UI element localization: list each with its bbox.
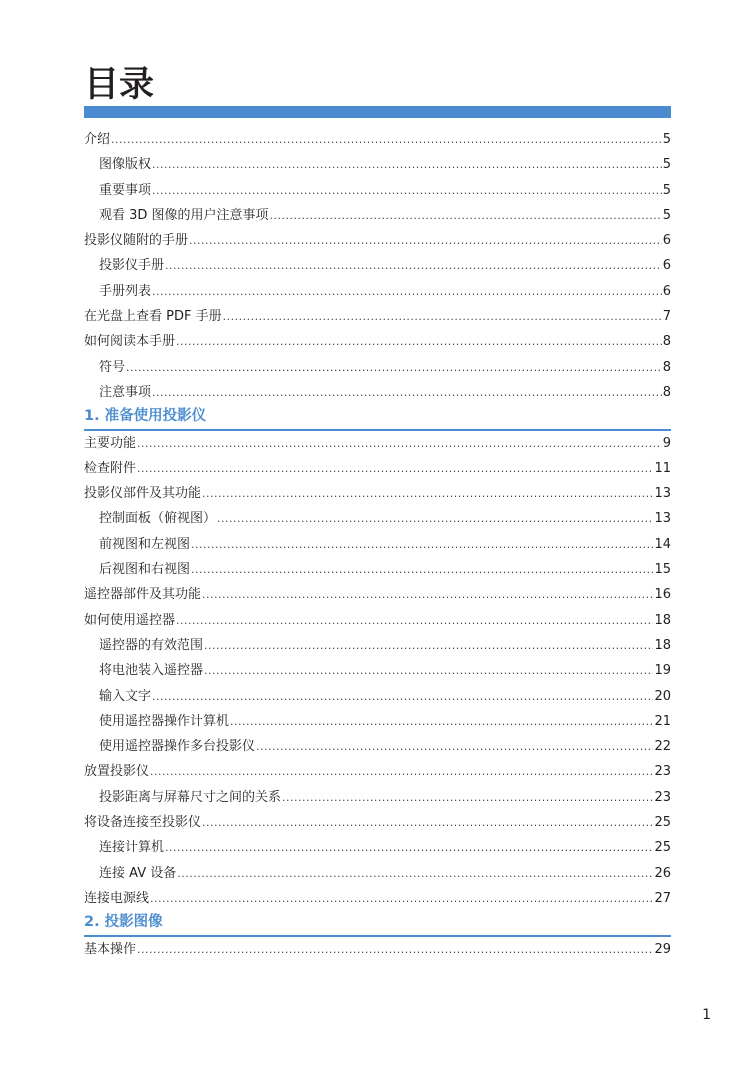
toc-subentry[interactable] [84,380,671,405]
toc-entry-label: 控制面板（俯视图） [99,511,217,527]
dot-leader [152,380,662,405]
toc-entry-page: 11 [654,460,671,476]
toc-entry-label: 重要事项 [99,182,152,198]
dot-leader [111,127,662,152]
toc-entry[interactable] [84,127,671,152]
toc-entry[interactable] [84,759,671,784]
dot-leader [202,481,653,506]
toc-subentry[interactable] [84,279,671,304]
toc-entry-label: 如何阅读本手册 [84,334,176,350]
dot-leader [191,532,653,557]
toc-entry-page: 5 [662,157,671,173]
chapter-heading[interactable]: 1. 准备使用投影仪 [84,405,671,430]
dot-leader [137,431,662,456]
toc-entry-page: 13 [654,486,671,502]
dot-leader [204,658,653,683]
toc-entry-label: 检查附件 [84,460,137,476]
toc-entry-page: 18 [654,637,671,653]
toc-entry[interactable] [84,431,671,456]
toc-entry-page: 16 [654,587,671,603]
dot-leader [137,937,653,962]
dot-leader [191,557,653,582]
toc-entry-page: 6 [662,233,671,249]
dot-leader [256,734,653,759]
toc-entry[interactable] [84,937,671,962]
toc-entry-label: 连接电源线 [84,890,150,906]
dot-leader [270,203,662,228]
toc-entry-page: 27 [654,890,671,906]
table-of-contents [84,127,671,962]
toc-subentry[interactable] [84,203,671,228]
toc-entry-page: 15 [654,562,671,578]
dot-leader [230,709,653,734]
dot-leader [202,582,653,607]
toc-entry-label: 观看 3D 图像的用户注意事项 [99,207,269,223]
toc-entry-label: 注意事项 [99,384,152,400]
dot-leader [189,228,662,253]
page-number: 1 [702,1007,711,1023]
toc-entry-page: 23 [654,764,671,780]
toc-entry-label: 投影距离与屏幕尺寸之间的关系 [99,789,282,805]
dot-leader [152,152,662,177]
toc-subentry[interactable] [84,684,671,709]
toc-entry-page: 25 [654,815,671,831]
toc-entry-label: 手册列表 [99,283,152,299]
toc-entry-label: 符号 [99,359,126,375]
toc-entry-page: 6 [662,283,671,299]
toc-entry-label: 主要功能 [84,435,137,451]
toc-entry[interactable] [84,228,671,253]
toc-entry-label: 在光盘上查看 PDF 手册 [84,309,222,325]
toc-subentry[interactable] [84,633,671,658]
toc-entry-label: 连接 AV 设备 [99,865,177,881]
toc-entry-label: 基本操作 [84,941,137,957]
toc-subentry[interactable] [84,253,671,278]
toc-entry-page: 20 [654,688,671,704]
toc-entry-label: 投影仪部件及其功能 [84,486,202,502]
toc-entry[interactable] [84,810,671,835]
toc-entry-page: 7 [662,309,671,325]
toc-subentry[interactable] [84,734,671,759]
toc-entry-label: 连接计算机 [99,840,165,856]
chapter-heading[interactable]: 2. 投影图像 [84,911,671,936]
dot-leader [165,253,662,278]
toc-entry-page: 8 [662,359,671,375]
toc-entry[interactable] [84,481,671,506]
toc-entry-label: 投影仪随附的手册 [84,233,189,249]
toc-entry-page: 26 [654,865,671,881]
toc-subentry[interactable] [84,355,671,380]
toc-entry-label: 介绍 [84,132,111,147]
dot-leader [176,608,653,633]
toc-entry[interactable] [84,886,671,911]
toc-subentry[interactable] [84,532,671,557]
toc-entry-label: 输入文字 [99,688,152,704]
toc-entry-page: 23 [654,789,671,805]
toc-entry[interactable] [84,304,671,329]
toc-entry-label: 如何使用遥控器 [84,612,176,628]
page-title: 目录 [84,65,155,105]
toc-entry-page: 8 [662,334,671,350]
toc-entry-label: 遥控器的有效范围 [99,637,204,653]
toc-entry-page: 29 [654,941,671,957]
dot-leader [217,506,653,531]
toc-subentry[interactable] [84,658,671,683]
dot-leader [223,304,662,329]
toc-subentry[interactable] [84,152,671,177]
toc-entry-label: 遥控器部件及其功能 [84,587,202,603]
dot-leader [150,886,653,911]
toc-entry-label: 使用遥控器操作多台投影仪 [99,739,256,755]
toc-entry-page: 25 [654,840,671,856]
toc-entry-page: 19 [654,663,671,679]
toc-entry[interactable] [84,582,671,607]
toc-subentry[interactable] [84,835,671,860]
toc-subentry[interactable] [84,861,671,886]
dot-leader [152,279,662,304]
toc-subentry[interactable] [84,178,671,203]
dot-leader [202,810,653,835]
title-rule [84,106,671,118]
dot-leader [152,178,662,203]
toc-entry-label: 将设备连接至投影仪 [84,815,202,831]
dot-leader [152,684,653,709]
toc-entry-page: 18 [654,612,671,628]
toc-entry-label: 后视图和右视图 [99,562,191,578]
dot-leader [150,759,653,784]
dot-leader [282,785,653,810]
dot-leader [176,329,662,354]
toc-entry-page: 6 [662,258,671,274]
toc-entry-page: 5 [662,132,671,147]
toc-entry-page: 22 [654,739,671,755]
toc-subentry[interactable] [84,709,671,734]
dot-leader [137,456,653,481]
dot-leader [126,355,662,380]
toc-entry-label: 将电池装入遥控器 [99,663,204,679]
toc-subentry[interactable] [84,557,671,582]
toc-subentry[interactable] [84,785,671,810]
toc-entry-label: 投影仪手册 [99,258,165,274]
toc-subentry[interactable] [84,506,671,531]
toc-entry-page: 14 [654,536,671,552]
toc-entry[interactable] [84,329,671,354]
toc-entry-page: 13 [654,511,671,527]
dot-leader [177,861,653,886]
dot-leader [165,835,653,860]
toc-entry-label: 使用遥控器操作计算机 [99,713,230,729]
toc-entry-page: 9 [662,435,671,451]
toc-entry-label: 图像版权 [99,157,152,173]
toc-entry-page: 21 [654,713,671,729]
dot-leader [204,633,653,658]
toc-entry-page: 5 [662,207,671,223]
toc-entry[interactable] [84,456,671,481]
toc-entry-page: 8 [662,384,671,400]
toc-entry-label: 放置投影仪 [84,764,150,780]
toc-entry-label: 前视图和左视图 [99,536,191,552]
toc-entry-page: 5 [662,182,671,198]
toc-entry[interactable] [84,608,671,633]
